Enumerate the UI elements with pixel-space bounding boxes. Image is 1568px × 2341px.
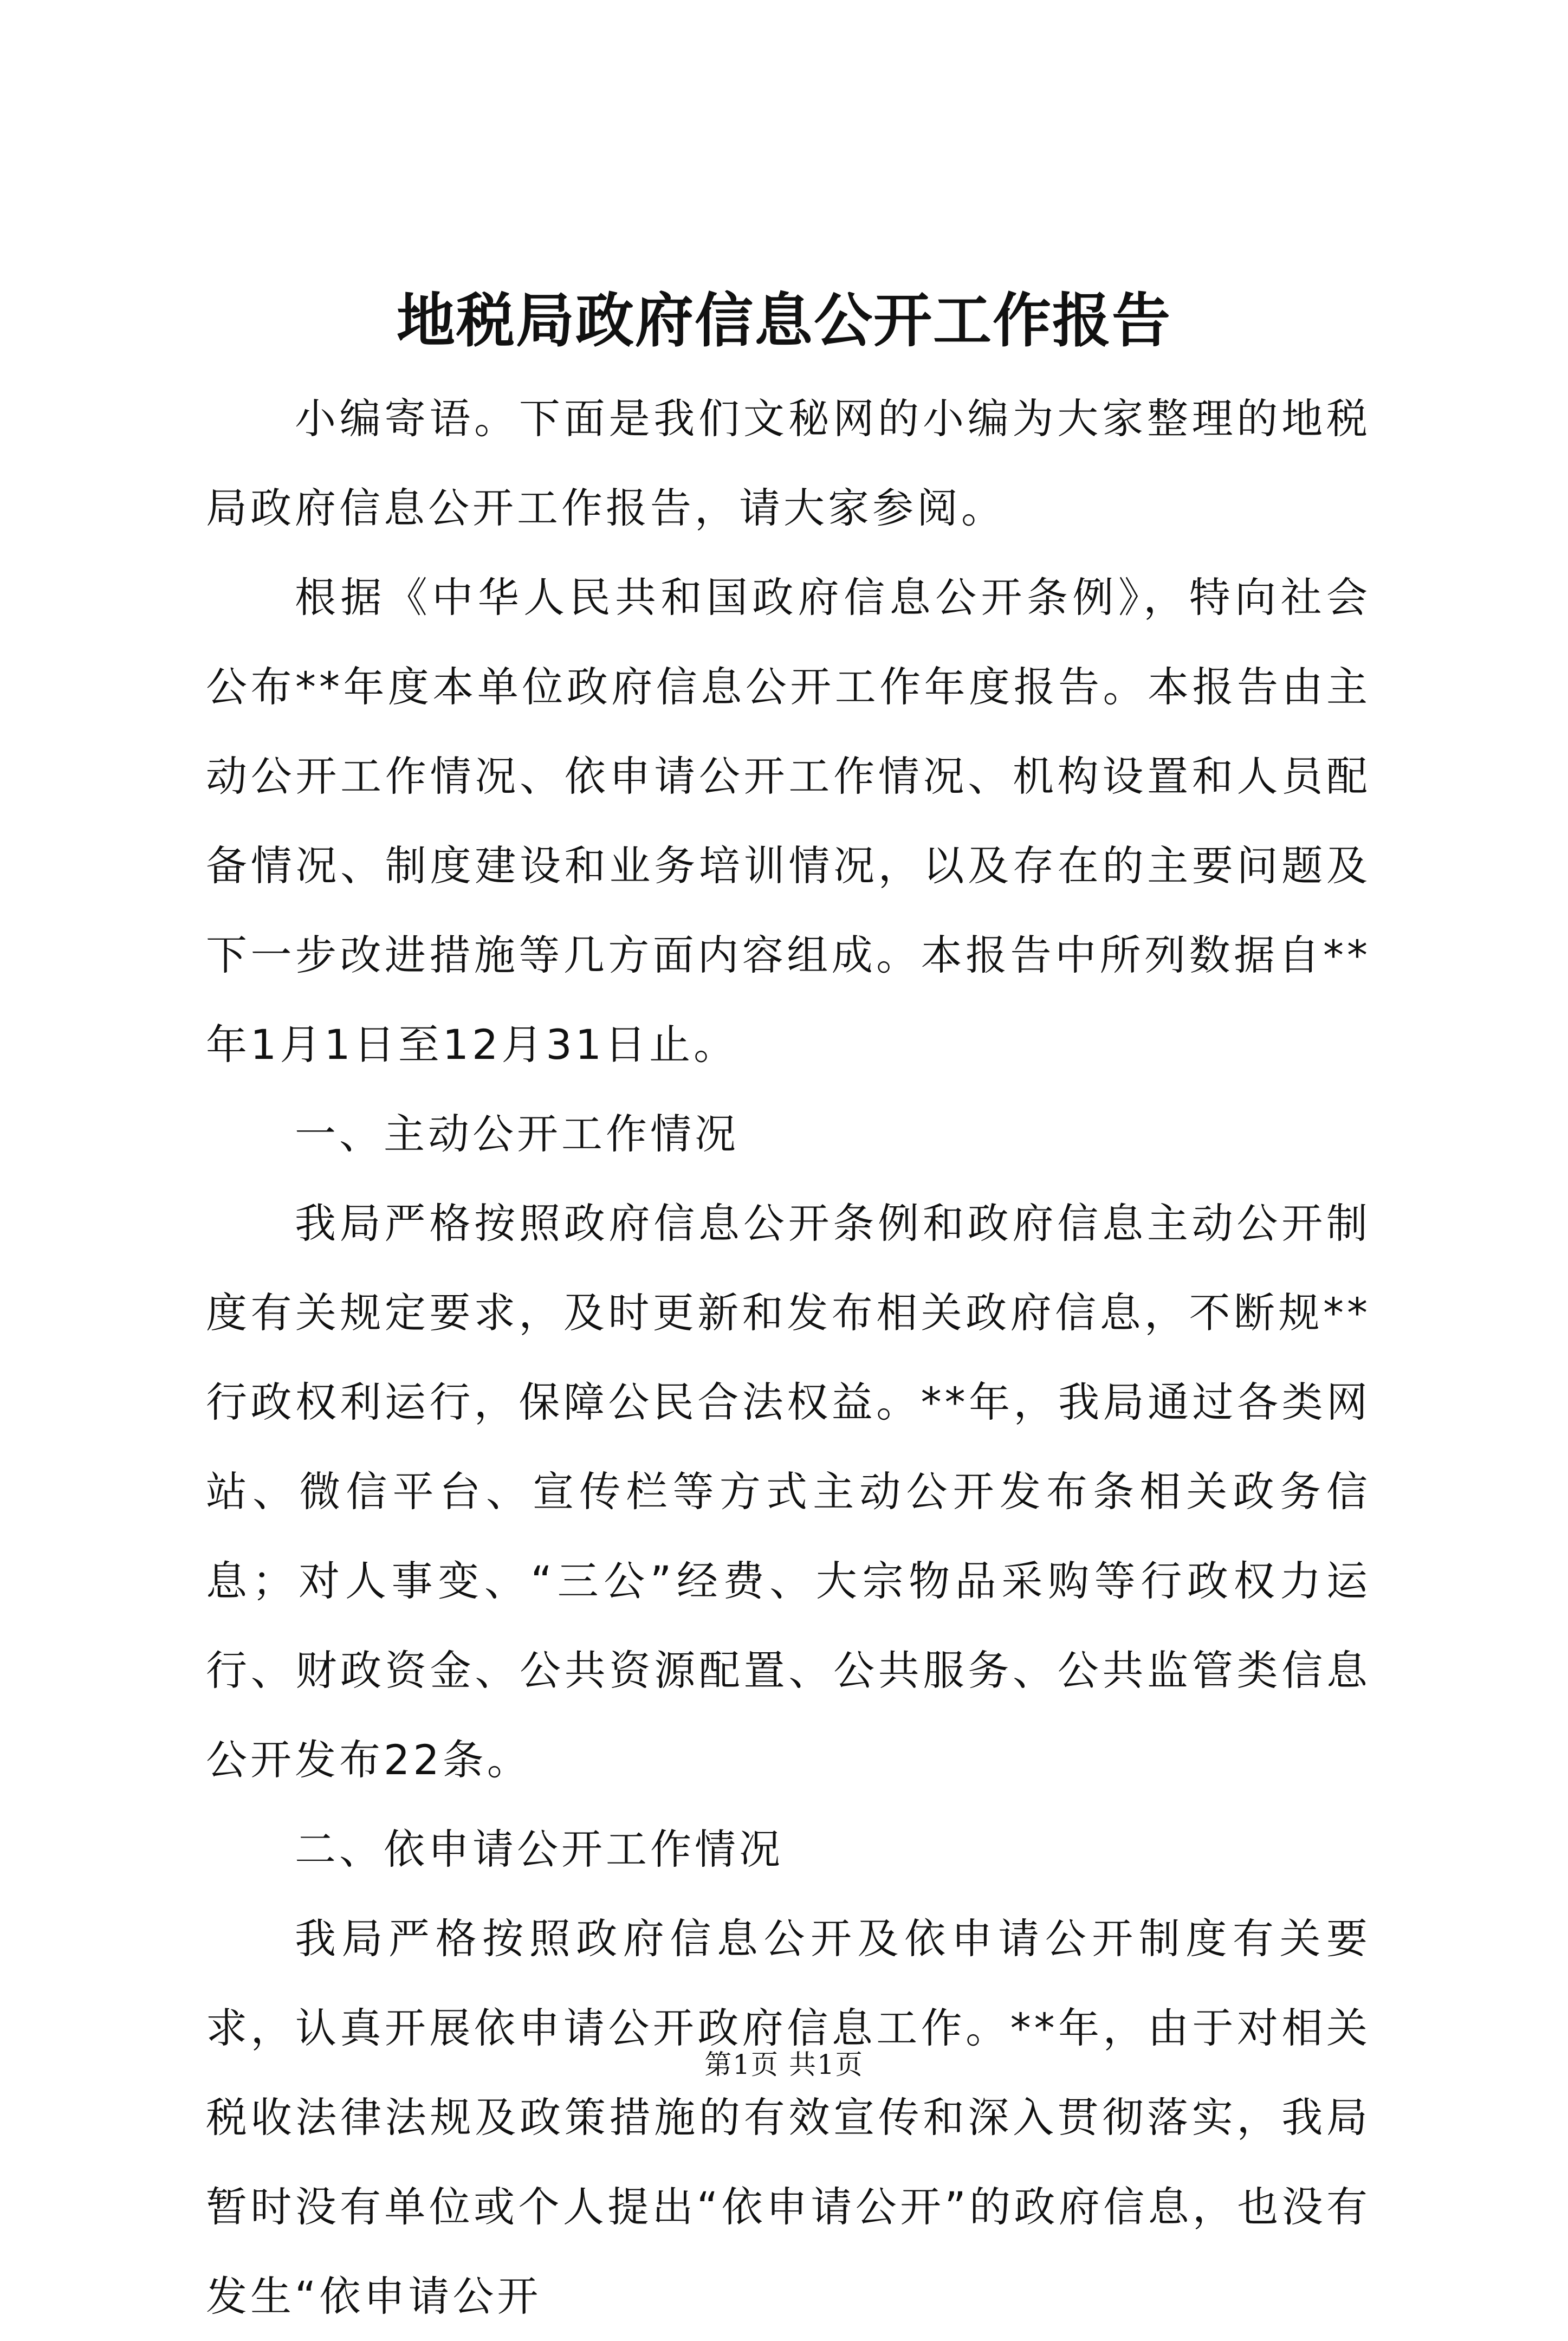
- paragraph-section-1: 我局严格按照政府信息公开条例和政府信息主动公开制度有关规定要求，及时更新和发布相关政府信息，不断规**行政权利运行，保障公民合法权益。**年，我局通过各类网站、微信平台、宣传栏等方式主动公开发布条相关政务信息；对人事变、“三公”经费、大宗物品采购等行政权力运行、财政资金、公共资源配置、公共服务、公共监管类信息公开发布22条。: [206, 1199, 1371, 1784]
- paragraph-section-2: 我局严格按照政府信息公开及依申请公开制度有关要求，认真开展依申请公开政府信息工作。**年，由于对相关税收法律法规及政策措施的有效宣传和深入贯彻落实，我局暂时没有单位或个人提出“依申请公开”的政府信息，也没有发生“依申请公开: [206, 1915, 1371, 2320]
- document-title: 地税局政府信息公开工作报告: [396, 287, 1171, 355]
- page-footer: 第1页 共1页: [704, 2049, 864, 2080]
- paragraph-intro: 小编寄语。下面是我们文秘网的小编为大家整理的地税局政府信息公开工作报告，请大家参阅。: [206, 395, 1371, 532]
- paragraph-overview: 根据《中华人民共和国政府信息公开条例》，特向社会公布**年度本单位政府信息公开工作年度报告。本报告由主动公开工作情况、依申请公开工作情况、机构设置和人员配备情况、制度建设和业务培训情况，以及存在的主要问题及下一步改进措施等几方面内容组成。本报告中所列数据自**年1月1日至12月31日止。: [206, 573, 1371, 1069]
- section-heading-1: 一、主动公开工作情况: [295, 1110, 739, 1158]
- section-heading-2: 二、依申请公开工作情况: [295, 1825, 783, 1873]
